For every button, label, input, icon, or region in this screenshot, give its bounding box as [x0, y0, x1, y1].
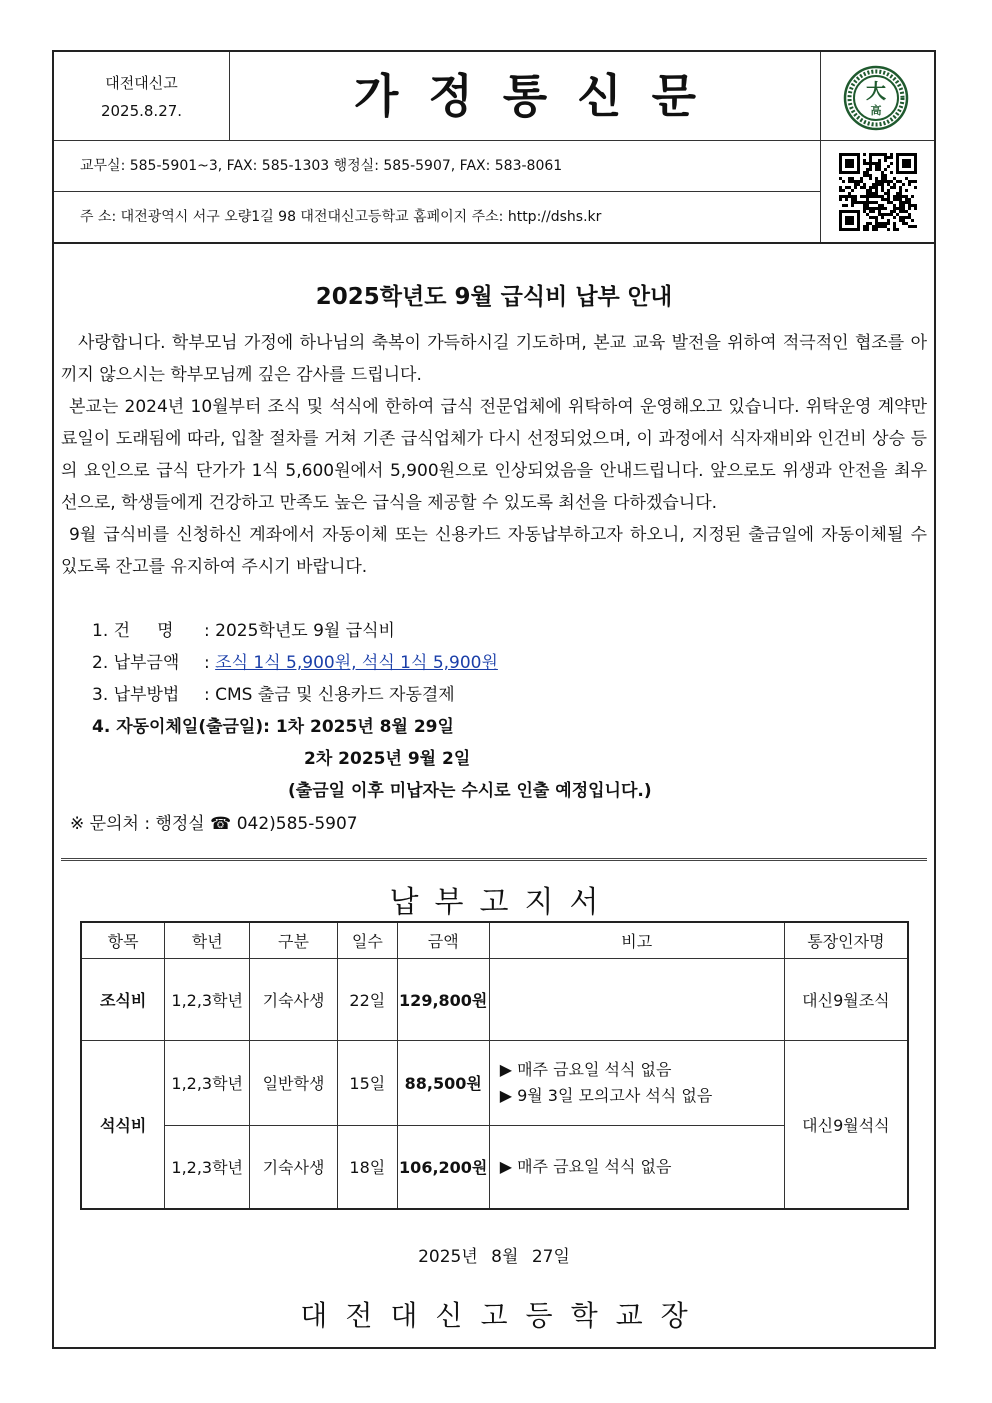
cell-note: [489, 1040, 784, 1125]
header-row: [54, 52, 934, 141]
note-line: ▶ 매주 금요일 석식 없음: [499, 1059, 672, 1079]
qr-code-box: [820, 141, 934, 242]
cell-item: 조식비: [81, 958, 165, 1040]
cell-note: ▶ 매주 금요일 석식 없음: [489, 1125, 784, 1209]
payment-paragraph: 9월 급식비를 신청하신 계좌에서 자동이체 또는 신용카드 자동납부하고자 하오니, 지정된 출금일에 자동이체될 수 있도록 잔고를 유지하여 주시기 바랍니다.: [61, 525, 927, 577]
table-header: 구분: [250, 922, 338, 958]
cell-note: [489, 958, 784, 1040]
table-header: 통장인자명: [784, 922, 908, 958]
info-paragraph: 본교는 2024년 10월부터 조식 및 석식에 한하여 급식 전문업체에 위탁하여 운영해오고 있습니다. 위탁운영 계약만료일이 도래됨에 따라, 입찰 절차를 거쳐 기존 급식업체가 다시 선정되었으며, 이 과정에서 식자재비와 인건비 상승 등의 요인으로 급식 단가가 1식 5,600원에서 5,900원으로 인상되었음을 안내드립니다. 앞으로도 위생과 안전을 최우선으로, 학생들에게 건강하고 만족도 높은 급식을 제공할 수 있도록 최선을 다하겠습니다.: [61, 397, 927, 513]
cell-amount: 129,800원: [397, 958, 489, 1040]
cell-grade: 1,2,3학년: [165, 958, 250, 1040]
cell-grade: 1,2,3학년: [165, 1125, 250, 1209]
school-logo-box: [820, 52, 934, 141]
cell-days: 22일: [337, 958, 397, 1040]
item-subject-value: : 2025학년도 9월 급식비: [204, 621, 395, 641]
item-amount-value: 조식 1식 5,900원, 석식 1식 5,900원: [215, 653, 498, 673]
cell-account: 대신9월석식: [784, 1040, 908, 1209]
section-divider: [61, 858, 927, 862]
greeting-paragraph: 사랑합니다. 학부모님 가정에 하나님의 축복이 가득하시길 기도하며, 본교 교육 발전을 위하여 적극적인 협조를 아끼지 않으시는 학부모님께 깊은 감사를 드립니다.: [61, 333, 927, 385]
cell-days: 18일: [337, 1125, 397, 1209]
cell-item: 석식비: [81, 1040, 165, 1209]
logo-sub-char: 高: [870, 104, 882, 117]
table-header: 일수: [337, 922, 397, 958]
item-withdrawal: [92, 711, 652, 743]
item-withdrawal-label: 4. 자동이체일(출금일):: [92, 717, 270, 737]
payment-items: [92, 615, 652, 807]
table-header-row: [81, 922, 908, 958]
notice-title: 2025학년도 9월 급식비 납부 안내: [315, 284, 673, 310]
document-frame: [52, 50, 936, 1349]
page-title: 가정통신문: [353, 69, 727, 123]
cell-type: 기숙사생: [250, 958, 338, 1040]
table-header: 금액: [397, 922, 489, 958]
item-amount: 2. 납부금액 : 조식 1식 5,900원, 석식 1식 5,900원: [92, 647, 652, 679]
table-row: [81, 1040, 908, 1125]
cell-days: 15일: [337, 1040, 397, 1125]
item-method: [92, 679, 652, 711]
qr-code-icon[interactable]: [839, 153, 917, 231]
cell-grade: 1,2,3학년: [165, 1040, 250, 1125]
contact-line: 교무실: 585-5901~3, FAX: 585-1303 행정실: 585-5907, FAX: 583-8061: [54, 141, 820, 192]
cell-amount: 106,200원: [397, 1125, 489, 1209]
table-row: [81, 1125, 908, 1209]
item-method-label: 3. 납부방법: [92, 685, 180, 705]
table-row: [81, 958, 908, 1040]
table-header: 학년: [165, 922, 250, 958]
notice-body: [61, 327, 927, 583]
table-header: 항목: [81, 922, 165, 958]
cell-amount: 88,500원: [397, 1040, 489, 1125]
school-logo-icon: [843, 65, 909, 131]
principal-signature: 대전대신고등학교장: [300, 1299, 706, 1332]
withdrawal-note: (출금일 이후 미납자는 수시로 인출 예정입니다.): [288, 781, 652, 801]
logo-main-char: 大: [866, 79, 886, 103]
header-divider: [54, 242, 934, 244]
issue-date: 2025.8.27.: [100, 102, 183, 120]
bill-date: 2025년 8월 27일: [418, 1247, 570, 1267]
address-line: 주 소: 대전광역시 서구 오량1길 98 대전대신고등학교 홈페이지 주소: http://dshs.kr: [80, 209, 602, 225]
withdrawal-second-date: 2차 2025년 9월 2일: [304, 749, 471, 769]
item-method-value: : CMS 출금 및 신용카드 자동결제: [204, 685, 455, 705]
cell-type: 일반학생: [250, 1040, 338, 1125]
item-subject-label: 1. 건 명: [92, 621, 174, 641]
school-short-name: 대전대신고: [105, 74, 178, 92]
table-header: 비고: [489, 922, 784, 958]
item-amount-label: 2. 납부금액: [92, 653, 180, 673]
inquiry-contact: ※ 문의처 : 행정실 ☎ 042)585-5907: [70, 814, 358, 834]
item-subject: [92, 615, 652, 647]
bill-title: 납부고지서: [389, 885, 615, 920]
note-line: ▶ 9월 3일 모의고사 석식 없음: [499, 1085, 713, 1105]
cell-account: 대신9월조식: [784, 958, 908, 1040]
school-date-box: [54, 52, 230, 141]
withdrawal-first-date: 1차 2025년 8월 29일: [275, 717, 454, 737]
payment-table: [80, 921, 909, 1210]
cell-type: 기숙사생: [250, 1125, 338, 1209]
